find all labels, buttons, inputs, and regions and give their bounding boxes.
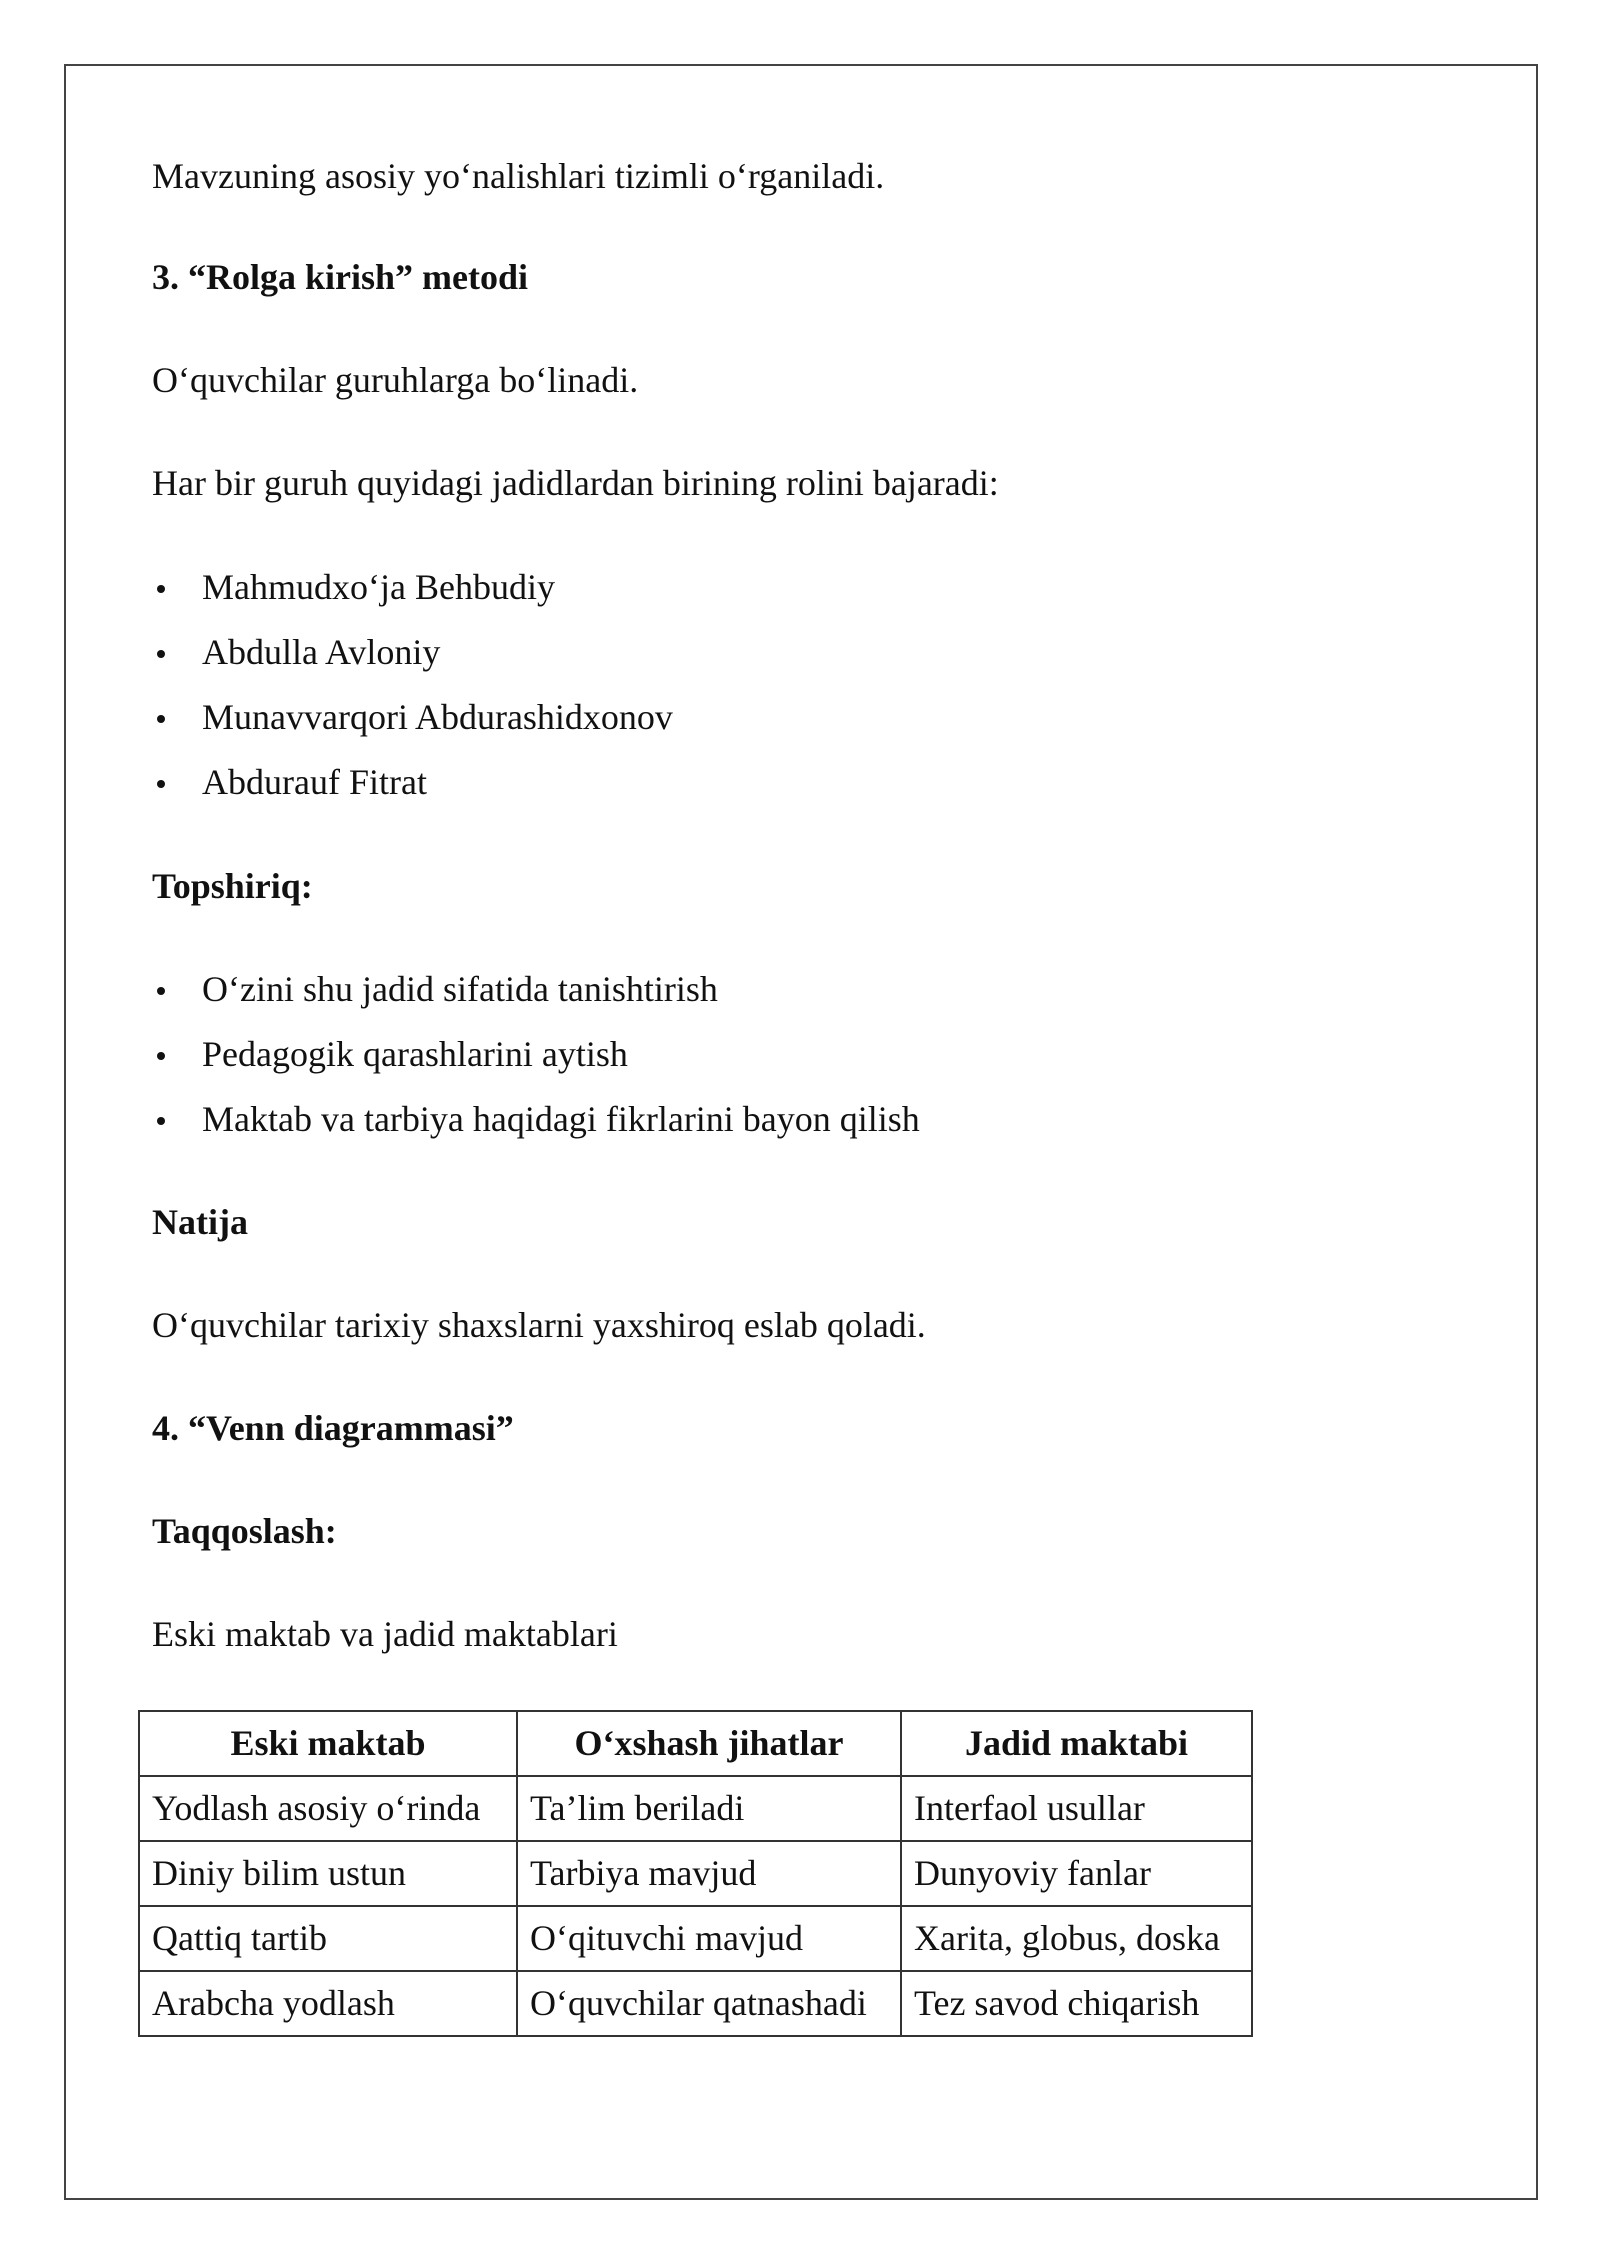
section-heading-topshiriq: Topshiriq:	[152, 866, 313, 906]
table-cell: Arabcha yodlash	[139, 1971, 517, 2036]
compare-subject-paragraph: Eski maktab va jadid maktablari	[152, 1614, 618, 1654]
table-row	[139, 1841, 1252, 1906]
table-cell: O‘quvchilar qatnashadi	[517, 1971, 901, 2036]
list-item: Pedagogik qarashlarini aytish	[202, 1034, 628, 1074]
roles-intro-paragraph: Har bir guruh quyidagi jadidlardan birining rolini bajaradi:	[152, 463, 999, 503]
table-cell: Ta’lim beriladi	[517, 1776, 901, 1841]
table-cell: O‘qituvchi mavjud	[517, 1906, 901, 1971]
section-heading-natija: Natija	[152, 1202, 248, 1242]
table-cell: Xarita, globus, doska	[901, 1906, 1252, 1971]
column-header: Jadid maktabi	[901, 1711, 1252, 1776]
section-heading-rolga-kirish: 3. “Rolga kirish” metodi	[152, 257, 529, 297]
table-cell: Tez savod chiqarish	[901, 1971, 1252, 2036]
list-item: Abdurauf Fitrat	[202, 762, 427, 802]
table-cell: Yodlash asosiy o‘rinda	[139, 1776, 517, 1841]
list-item: O‘zini shu jadid sifatida tanishtirish	[202, 969, 718, 1009]
column-header: O‘xshash jihatlar	[517, 1711, 901, 1776]
list-item: Maktab va tarbiya haqidagi fikrlarini bayon qilish	[202, 1099, 920, 1139]
section-heading-venn: 4. “Venn diagrammasi”	[152, 1408, 514, 1448]
list-item: Abdulla Avloniy	[202, 632, 441, 672]
list-item: Mahmudxo‘ja Behbudiy	[202, 567, 555, 607]
table-cell: Qattiq tartib	[139, 1906, 517, 1971]
groups-paragraph: O‘quvchilar guruhlarga bo‘linadi.	[152, 360, 639, 400]
table-cell: Interfaol usullar	[901, 1776, 1252, 1841]
section-heading-taqqoslash: Taqqoslash:	[152, 1511, 337, 1551]
table-cell: Diniy bilim ustun	[139, 1841, 517, 1906]
natija-paragraph: O‘quvchilar tarixiy shaxslarni yaxshiroq eslab qoladi.	[152, 1305, 926, 1345]
table-row	[139, 1971, 1252, 2036]
table-cell: Tarbiya mavjud	[517, 1841, 901, 1906]
table-row	[139, 1776, 1252, 1841]
list-item: Munavvarqori Abdurashidxonov	[202, 697, 673, 737]
table-row	[139, 1906, 1252, 1971]
comparison-table	[138, 1710, 1253, 2037]
table-header-row	[139, 1711, 1252, 1776]
table-cell: Dunyoviy fanlar	[901, 1841, 1252, 1906]
column-header: Eski maktab	[139, 1711, 517, 1776]
intro-paragraph: Mavzuning asosiy yo‘nalishlari tizimli o‘rganiladi.	[152, 156, 885, 196]
